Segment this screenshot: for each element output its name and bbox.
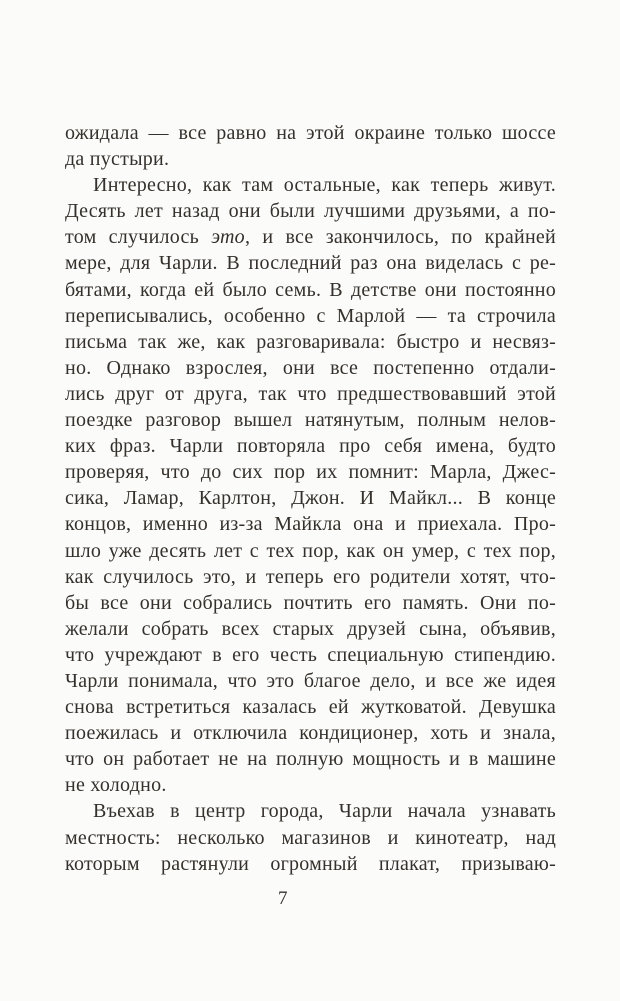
text-line: Чарли понимала, что это благое дело, и все же идея bbox=[65, 669, 556, 692]
text-line: ожидала — все равно на этой окраине только шоссе bbox=[65, 122, 556, 144]
text-line: поежилась и отключила кондиционер, хоть и знала, bbox=[65, 722, 556, 745]
text-line: что учреждают в его честь специальную стипендию. bbox=[65, 643, 556, 666]
paragraph bbox=[65, 120, 556, 172]
text-line: концов, именно из-за Майкла она и приехала. Про- bbox=[65, 513, 556, 536]
text-line: Въехав в центр города, Чарли начала узнавать bbox=[93, 800, 556, 823]
text-line: Десять лет назад они были лучшими друзьями, а по- bbox=[65, 200, 556, 223]
text-line: письма так же, как разговаривала: быстро и несвяз- bbox=[65, 330, 556, 353]
text-line: бятами, когда ей было семь. В детстве они постоянно bbox=[65, 278, 556, 301]
text-line: желали собрать всех старых друзей сына, объявив, bbox=[65, 617, 556, 640]
text-line: проверяя, что до сих пор их помнит: Марла, Джес- bbox=[65, 461, 556, 484]
text-line: но. Однако взрослея, они все постепенно отдали- bbox=[65, 356, 556, 379]
text-line: поездке разговор вышел натянутым, полным нелов- bbox=[65, 409, 556, 432]
text-line: том случилось это, и все закончилось, по крайней bbox=[65, 226, 556, 249]
text-line: бы все они собрались почтить его память. Они по- bbox=[65, 591, 556, 614]
text-line: как случилось это, и теперь его родители хотят, что- bbox=[65, 565, 556, 588]
text-line: да пустыри. bbox=[65, 148, 170, 171]
text-line: лись друг от друга, так что предшествовавший этой bbox=[65, 382, 556, 405]
paragraph bbox=[65, 172, 556, 798]
text-line: мере, для Чарли. В последний раз она виделась с ре- bbox=[65, 252, 556, 275]
text-line: которым растянули огромный плакат, призываю- bbox=[65, 852, 556, 875]
text-line: что он работает не на полную мощность и в машине bbox=[65, 748, 556, 771]
page-number: 7 bbox=[278, 888, 288, 909]
text-line: сика, Ламар, Карлтон, Джон. И Майкл... В конце bbox=[65, 487, 556, 510]
text-line: ких фраз. Чарли повторяла про себя имена, будто bbox=[65, 435, 556, 458]
text-line: переписывались, особенно с Марлой — та строчила bbox=[65, 304, 556, 327]
text-block bbox=[65, 120, 556, 877]
text-line: снова встретиться казалась ей жутковатой. Девушка bbox=[65, 696, 556, 719]
text-line: не холодно. bbox=[65, 774, 167, 797]
text-line: местность: несколько магазинов и кинотеатр, над bbox=[65, 826, 556, 849]
paragraph bbox=[65, 798, 556, 876]
text-line: шло уже десять лет с тех пор, как он умер, с тех пор, bbox=[65, 539, 556, 562]
text-line: Интересно, как там остальные, как теперь живут. bbox=[93, 174, 556, 197]
